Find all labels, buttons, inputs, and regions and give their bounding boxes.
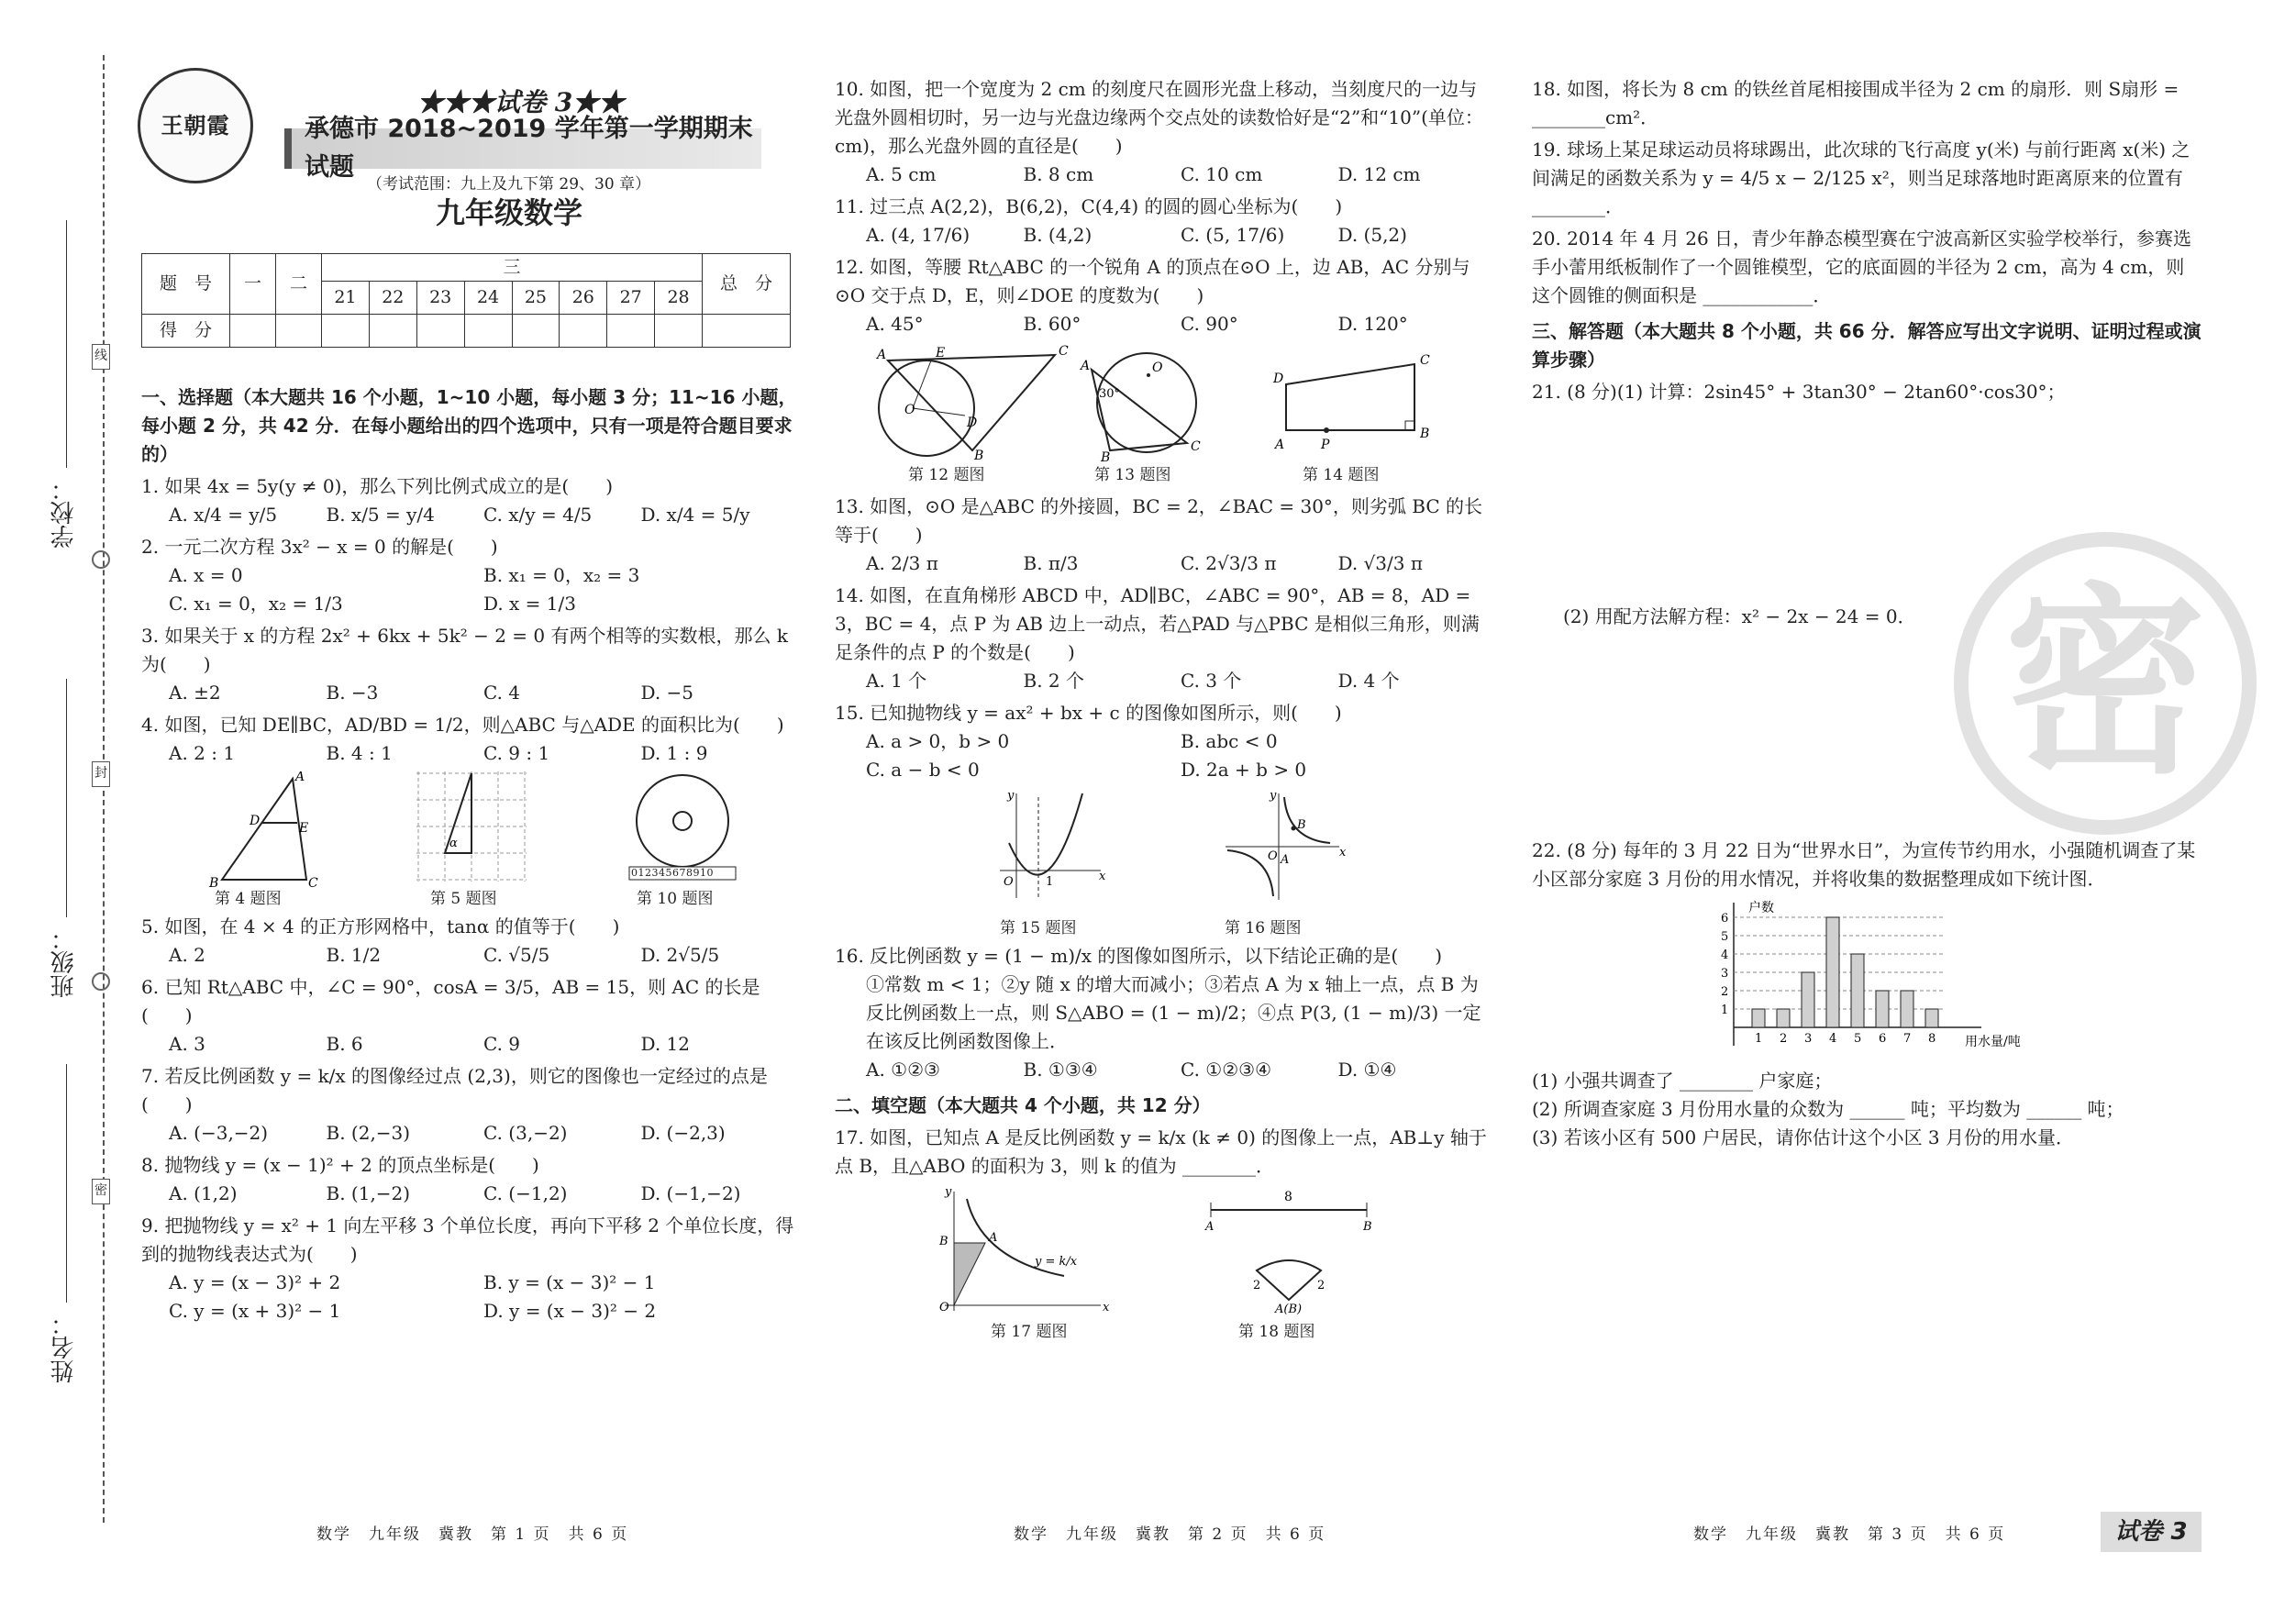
col-part-2: 二 — [276, 254, 322, 315]
question-22-part2: (2) 所调查家庭 3 月份用水量的众数为 ______ 吨；平均数为 ______ 吨； — [1532, 1098, 2124, 1120]
figure-caption: 第 4 题图 — [215, 890, 282, 908]
q-number: 27 — [607, 282, 655, 315]
y-tick-label: 1 — [1721, 1004, 1729, 1017]
page-footer: 数学 九年级 冀教 第 3 页 共 6 页 — [1693, 1525, 2006, 1544]
bar — [1826, 917, 1839, 1027]
option[interactable]: C. 4 — [483, 682, 521, 704]
question-22-part1: (1) 小强共调查了 ________ 户家庭； — [1532, 1070, 1833, 1092]
options-10 — [835, 161, 1495, 189]
question-22: 22. (8 分) 每年的 3 月 22 日为“世界水日”，为宣传节约用水，小强随机调查了某小区部分家庭 3 月份的用水情况，并将收集的数据整理成如下统计图． — [1532, 839, 2196, 890]
svg-text:O: O — [939, 1301, 949, 1314]
option[interactable]: C. (3,−2) — [483, 1122, 568, 1144]
option[interactable]: A. x = 0 — [169, 564, 243, 586]
binding-margin — [0, 0, 128, 1597]
question-4: 4. 如图，已知 DE∥BC，AD/BD = 1/2，则△ABC 与△ADE 的面积比为( ) — [141, 714, 784, 736]
svg-text:O: O — [1152, 360, 1163, 375]
subject-title: 九年级数学 — [436, 195, 583, 230]
option[interactable]: A. 5 cm — [866, 163, 937, 185]
figure-row-15-16 — [835, 788, 1495, 938]
svg-text:x: x — [1103, 1301, 1110, 1314]
option[interactable]: C. x₁ = 0，x₂ = 1/3 — [169, 593, 343, 615]
option[interactable]: B. 4 : 1 — [326, 742, 393, 764]
x-tick-label: 5 — [1854, 1032, 1862, 1046]
section-heading: 二、填空题（本大题共 4 个小题，共 12 分） — [835, 1094, 1211, 1116]
svg-text:D: D — [1273, 372, 1284, 386]
option[interactable]: D. 2√5/5 — [640, 944, 720, 966]
option[interactable]: B. 1/2 — [326, 944, 382, 966]
y-tick-label: 3 — [1721, 967, 1729, 981]
question-6: 6. 已知 Rt△ABC 中，∠C = 90°，cosA = 3/5，AB = 15，则 AC 的长是( ) — [141, 976, 760, 1026]
option[interactable]: B. (4,2) — [1023, 224, 1093, 246]
option[interactable]: A. a > 0，b > 0 — [866, 730, 1010, 752]
option[interactable]: A. 1 个 — [866, 670, 927, 692]
question-5: 5. 如图，在 4 × 4 的正方形网格中，tanα 的值等于( ) — [141, 915, 620, 937]
figure-18 — [1192, 1186, 1385, 1314]
x-tick-label: 4 — [1829, 1032, 1837, 1046]
x-tick-label: 2 — [1780, 1032, 1788, 1046]
svg-text:B: B — [939, 1235, 948, 1248]
svg-text:O: O — [1268, 849, 1278, 863]
q-number: 25 — [512, 282, 560, 315]
option[interactable]: A. 2/3 π — [866, 552, 938, 574]
options-11 — [835, 221, 1495, 250]
q-number: 28 — [655, 282, 703, 315]
svg-text:C: C — [1059, 344, 1069, 359]
svg-text:y = k/x: y = k/x — [1035, 1255, 1078, 1269]
svg-text:C: C — [1420, 353, 1430, 368]
score-cell[interactable] — [512, 315, 560, 348]
figure-caption: 第 15 题图 — [1000, 919, 1077, 937]
option[interactable]: C. 9 — [483, 1033, 521, 1055]
option[interactable]: D. √3/3 π — [1337, 552, 1423, 574]
question-7: 7. 若反比例函数 y = k/x 的图像经过点 (2,3)，则它的图像也一定经过的点是( ) — [141, 1065, 768, 1115]
options-16 — [835, 1056, 1495, 1084]
bar — [1876, 991, 1889, 1027]
x-tick-label: 1 — [1755, 1032, 1763, 1046]
column-1 — [138, 55, 798, 1587]
paper-badge — [2101, 1512, 2202, 1552]
option[interactable]: C. √5/5 — [483, 944, 550, 966]
paper-badge-text: 试卷 3 — [2114, 1517, 2188, 1546]
figure-caption: 第 12 题图 — [908, 466, 985, 484]
svg-text:A: A — [989, 1231, 998, 1245]
option[interactable]: D. 2a + b > 0 — [1181, 759, 1307, 781]
option[interactable]: C. (5, 17/6) — [1181, 224, 1285, 246]
svg-text:A: A — [1275, 438, 1285, 452]
options-8 — [141, 1180, 798, 1208]
svg-text:O: O — [904, 403, 915, 417]
option[interactable]: B. x₁ = 0，x₂ = 3 — [483, 564, 640, 586]
seal-mark-line: 线 — [92, 344, 110, 370]
score-cell[interactable] — [464, 315, 512, 348]
series-text: 试卷 3 — [494, 87, 573, 117]
hole-icon — [92, 972, 110, 991]
page-title: 承德市 2018~2019 学年第一学期期末试题 — [305, 115, 753, 182]
option[interactable]: B. π/3 — [1023, 552, 1079, 574]
option[interactable]: D. ①④ — [1337, 1059, 1397, 1081]
svg-text:8: 8 — [1284, 1190, 1292, 1204]
seal-mark-seal: 封 — [92, 761, 110, 787]
figure-caption: 第 10 题图 — [637, 890, 714, 908]
question-13: 13. 如图，⊙O 是△ABC 的外接圆，BC = 2，∠BAC = 30°，则劣弧 BC 的长等于( ) — [835, 495, 1483, 546]
option[interactable]: A. 2 — [169, 944, 205, 966]
option[interactable]: A. (1,2) — [169, 1182, 238, 1204]
svg-text:A: A — [1205, 1220, 1215, 1234]
school-blank — [66, 220, 67, 468]
option[interactable]: D. 1 : 9 — [640, 742, 708, 764]
option[interactable]: D. −5 — [640, 682, 694, 704]
figure-caption: 第 18 题图 — [1238, 1323, 1315, 1341]
options-3 — [141, 679, 798, 707]
options-6 — [141, 1030, 798, 1059]
question-17: 17. 如图，已知点 A 是反比例函数 y = k/x (k ≠ 0) 的图像上一点，AB⊥y 轴于点 B，且△ABO 的面积为 3，则 k 的值为 ________． — [835, 1126, 1487, 1177]
option[interactable]: C. 9 : 1 — [483, 742, 550, 764]
figure-17 — [926, 1186, 1110, 1314]
svg-text:D: D — [250, 814, 261, 828]
svg-text:B: B — [1420, 427, 1430, 441]
hole-icon — [92, 550, 110, 569]
bar — [1925, 1009, 1938, 1027]
options-9 — [141, 1269, 798, 1325]
q-number: 24 — [464, 282, 512, 315]
option[interactable]: D. (−1,−2) — [640, 1182, 741, 1204]
question-9: 9. 把抛物线 y = x² + 1 向左平移 3 个单位长度，再向下平移 2 个单位长度，得到的抛物线表达式为( ) — [141, 1214, 794, 1265]
svg-text:y: y — [1270, 789, 1277, 803]
option[interactable]: D. 12 cm — [1337, 163, 1421, 185]
option[interactable]: C. a − b < 0 — [866, 759, 980, 781]
svg-text:B: B — [974, 449, 984, 463]
option[interactable]: B. ①③④ — [1023, 1059, 1098, 1081]
figure-caption: 第 16 题图 — [1225, 919, 1302, 937]
question-22-part3: (3) 若该小区有 500 户居民，请你估计这个小区 3 月份的用水量． — [1532, 1126, 2075, 1148]
seal-mark-secret: 密 — [92, 1179, 110, 1204]
option[interactable]: D. 12 — [640, 1033, 690, 1055]
option[interactable]: C. 2√3/3 π — [1181, 552, 1277, 574]
figure-15-parabola — [991, 788, 1110, 907]
q-number: 22 — [369, 282, 416, 315]
figure-row-4-5-10 — [141, 771, 798, 909]
score-cell[interactable] — [703, 315, 791, 348]
options-7 — [141, 1119, 798, 1148]
col-part-1: 一 — [230, 254, 276, 315]
option[interactable]: B. (1,−2) — [326, 1182, 411, 1204]
svg-text:A: A — [1081, 359, 1091, 373]
figure-14 — [1266, 342, 1440, 463]
options-4 — [141, 739, 798, 768]
question-18: 18. 如图，将长为 8 cm 的铁丝首尾相接围成半径为 2 cm 的扇形．则 S扇形 = ________cm²． — [1532, 78, 2180, 128]
section-heading: 一、选择题（本大题共 16 个小题，1~10 小题，每小题 3 分；11~16 小题，每小题 2 分，共 42 分．在每小题给出的四个选项中，只有一项是符合题目要求的） — [141, 386, 797, 465]
score-cell[interactable] — [607, 315, 655, 348]
y-axis-label: 户数 — [1748, 901, 1774, 915]
section-heading: 三、解答题（本大题共 8 个小题，共 66 分．解答应写出文字说明、证明过程或演算步骤） — [1532, 320, 2202, 371]
svg-text:B: B — [209, 876, 219, 889]
y-tick-label: 2 — [1721, 985, 1729, 999]
confidential-stamp — [1954, 532, 2257, 835]
option[interactable]: B. 8 cm — [1023, 163, 1094, 185]
page-footer: 数学 九年级 冀教 第 2 页 共 6 页 — [1014, 1525, 1326, 1544]
bar — [1851, 954, 1864, 1027]
option[interactable]: B. 6 — [326, 1033, 363, 1055]
svg-text:A: A — [877, 348, 887, 362]
question-21-part1: 21. (8 分)(1) 计算：2sin45° + 3tan30° − 2tan60°·cos30°； — [1532, 381, 2066, 403]
svg-text:30°: 30° — [1099, 387, 1121, 401]
x-tick-label: 8 — [1928, 1032, 1936, 1046]
figure-12 — [871, 342, 1073, 463]
question-15: 15. 已知抛物线 y = ax² + bx + c 的图像如图所示，则( ) — [835, 702, 1342, 724]
brand-logo-text: 王朝霞 — [161, 112, 230, 139]
question-20: 20. 2014 年 4 月 26 日，青少年静态模型赛在宁波高新区实验学校举行，参赛选手小蕾用纸板制作了一个圆锥模型，它的底面圆的半径为 2 cm，高为 4 cm，则这个圆锥的侧面积是 ____________． — [1532, 227, 2192, 306]
svg-text:2: 2 — [1317, 1279, 1325, 1292]
options-5 — [141, 941, 798, 970]
question-3: 3. 如果关于 x 的方程 2x² + 6kx + 5k² − 2 = 0 有两个相等的实数根，那么 k 为( ) — [141, 625, 788, 675]
y-tick-label: 6 — [1721, 912, 1729, 926]
option[interactable]: C. ①②③④ — [1181, 1059, 1272, 1081]
svg-text:α: α — [449, 837, 458, 850]
options-13 — [835, 549, 1495, 578]
score-cell[interactable] — [276, 315, 322, 348]
option[interactable]: A. (4, 17/6) — [866, 224, 971, 246]
figure-13 — [1073, 342, 1211, 463]
question-1: 1. 如果 4x = 5y(y ≠ 0)，那么下列比例式成立的是( ) — [141, 475, 614, 497]
option[interactable]: B. abc < 0 — [1181, 730, 1278, 752]
option[interactable]: B. 60° — [1023, 313, 1081, 335]
svg-text:A(B): A(B) — [1275, 1303, 1303, 1314]
svg-text:B: B — [1363, 1220, 1372, 1234]
svg-text:C: C — [308, 876, 318, 889]
option[interactable]: A. 45° — [866, 313, 924, 335]
option[interactable]: D. x/4 = 5/y — [640, 504, 750, 526]
figure-caption: 第 17 题图 — [991, 1323, 1068, 1341]
svg-text:A: A — [1281, 853, 1290, 867]
stamp-text: 密 — [2003, 566, 2206, 801]
svg-text:1: 1 — [1046, 875, 1054, 889]
y-tick-label: 5 — [1721, 930, 1729, 944]
svg-text:y: y — [945, 1186, 952, 1199]
option[interactable]: C. 3 个 — [1181, 670, 1242, 692]
option[interactable]: C. (−1,2) — [483, 1182, 568, 1204]
question-16: 16. 反比例函数 y = (1 − m)/x 的图像如图所示，以下结论正确的是( ) — [835, 945, 1443, 967]
option[interactable]: C. 10 cm — [1181, 163, 1263, 185]
option[interactable]: A. 2 : 1 — [169, 742, 236, 764]
col-part-3: 三 — [322, 254, 703, 282]
question-14: 14. 如图，在直角梯形 ABCD 中，AD∥BC，∠ABC = 90°，AB = 8，AD = 3，BC = 4，点 P 为 AB 边上一动点，若△PAD 与△PBC 是相似三角形，则满足条件的点 P 的个数是( ) — [835, 584, 1480, 663]
option[interactable]: B. (2,−3) — [326, 1122, 411, 1144]
option[interactable]: B. y = (x − 3)² − 1 — [483, 1271, 656, 1293]
title-bar — [284, 115, 761, 182]
svg-text:y: y — [1007, 789, 1015, 803]
svg-text:E: E — [936, 346, 946, 360]
figure-16-hyperbola — [1220, 788, 1348, 907]
option[interactable]: A. y = (x − 3)² + 2 — [169, 1271, 341, 1293]
svg-text:O: O — [1004, 875, 1014, 889]
q-number: 26 — [560, 282, 607, 315]
figure-5-grid — [416, 771, 527, 882]
option[interactable]: A. 3 — [169, 1033, 205, 1055]
class-label: 班级： — [50, 926, 78, 998]
name-blank — [66, 1064, 67, 1303]
question-11: 11. 过三点 A(2,2)，B(6,2)，C(4,4) 的圆的圆心坐标为( ) — [835, 195, 1343, 217]
x-tick-label: 6 — [1879, 1032, 1887, 1046]
exam-scope: （考试范围：九上及九下第 29、30 章） — [367, 175, 651, 194]
question-10: 10. 如图，把一个宽度为 2 cm 的刻度尺在圆形光盘上移动，当刻度尺的一边与光盘外圆相切时，另一边与光盘边缘两个交点处的读数恰好是“2”和“10”(单位：cm)，那么光盘外圆的直径是( ) — [835, 78, 1483, 157]
row-header-number: 题 号 — [142, 254, 230, 315]
y-tick-label: 4 — [1721, 948, 1729, 962]
school-label: 学校： — [50, 477, 78, 549]
option[interactable]: D. (5,2) — [1337, 224, 1407, 246]
option[interactable]: C. 90° — [1181, 313, 1238, 335]
q-number: 23 — [416, 282, 464, 315]
bar — [1752, 1009, 1765, 1027]
question-21-part2: (2) 用配方法解方程：x² − 2x − 24 = 0． — [1563, 605, 1916, 627]
score-cell[interactable] — [655, 315, 703, 348]
option[interactable]: A. ±2 — [169, 682, 221, 704]
figure-caption: 第 5 题图 — [430, 890, 497, 908]
svg-text:x: x — [1099, 870, 1106, 883]
binding-dashed-line — [103, 55, 105, 1523]
figure-4-triangle — [196, 771, 325, 889]
svg-text:D: D — [967, 416, 978, 430]
svg-text:B: B — [1101, 450, 1111, 463]
options-2 — [141, 561, 798, 618]
figure-row-17-18 — [835, 1186, 1495, 1342]
question-2: 2. 一元二次方程 3x² − x = 0 的解是( ) — [141, 536, 498, 558]
option[interactable]: C. y = (x + 3)² − 1 — [169, 1300, 341, 1322]
series-label: ★★★试卷 3★★ — [417, 87, 625, 117]
score-table — [141, 253, 791, 348]
questions-col1 — [141, 376, 798, 1325]
bar — [1802, 972, 1814, 1027]
x-tick-label: 3 — [1804, 1032, 1813, 1046]
options-15 — [835, 727, 1495, 784]
x-tick-label: 7 — [1903, 1032, 1912, 1046]
bar — [1901, 991, 1913, 1027]
page-footer: 数学 九年级 冀教 第 1 页 共 6 页 — [316, 1525, 629, 1544]
score-cell[interactable] — [560, 315, 607, 348]
column-2 — [835, 75, 1495, 1589]
name-label: 姓名： — [50, 1312, 78, 1383]
option[interactable]: A. (−3,−2) — [169, 1122, 269, 1144]
figure-row-12-13-14 — [835, 342, 1495, 489]
ruler-scale: 012345678910 — [631, 867, 714, 879]
option[interactable]: B. 2 个 — [1023, 670, 1084, 692]
option[interactable]: A. ①②③ — [866, 1059, 940, 1081]
class-blank — [66, 679, 67, 917]
option[interactable]: B. x/5 = y/4 — [326, 504, 435, 526]
option[interactable]: D. y = (x − 3)² − 2 — [483, 1300, 657, 1322]
q-number: 21 — [322, 282, 370, 315]
svg-text:x: x — [1339, 846, 1347, 859]
options-14 — [835, 667, 1495, 695]
row-header-score: 得 分 — [142, 315, 230, 348]
question-16-statements: ①常数 m < 1；②y 随 x 的增大而减小；③若点 A 为 x 轴上一点，点 B 为反比例函数上一点，则 S△ABO = (1 − m)/2；④点 P(3, (1 − m)/3) 一定在该反比例函数图像上． — [866, 973, 1481, 1052]
figure-caption: 第 14 题图 — [1303, 466, 1380, 484]
question-12: 12. 如图，等腰 Rt△ABC 的一个锐角 A 的顶点在⊙O 上，边 AB，AC 分别与⊙O 交于点 D，E，则∠DOE 的度数为( ) — [835, 256, 1470, 306]
svg-text:B: B — [1297, 818, 1306, 832]
brand-logo — [138, 68, 253, 183]
option[interactable]: D. 4 个 — [1337, 670, 1400, 692]
bar — [1777, 1009, 1790, 1027]
question-8: 8. 抛物线 y = (x − 1)² + 2 的顶点坐标是( ) — [141, 1154, 539, 1176]
question-19: 19. 球场上某足球运动员将球踢出，此次球的飞行高度 y(米) 与前行距离 x(米) 之间满足的函数关系为 y = 4/5 x − 2/125 x²，则当足球落地时距离原来的位置有 ________． — [1532, 139, 2191, 217]
x-axis-label: 用水量/吨 — [1965, 1035, 2021, 1049]
col-total: 总 分 — [703, 254, 791, 315]
options-12 — [835, 310, 1495, 338]
options-1 — [141, 501, 798, 529]
option[interactable]: A. x/4 = y/5 — [169, 504, 278, 526]
figure-caption: 第 13 题图 — [1094, 466, 1171, 484]
water-usage-chart — [1697, 899, 2082, 1055]
option[interactable]: D. (−2,3) — [640, 1122, 726, 1144]
option[interactable]: C. x/y = 4/5 — [483, 504, 593, 526]
svg-text:2: 2 — [1253, 1279, 1261, 1292]
svg-text:C: C — [1191, 439, 1201, 454]
score-cell[interactable] — [369, 315, 416, 348]
svg-text:P: P — [1321, 438, 1330, 452]
score-cell[interactable] — [230, 315, 276, 348]
option[interactable]: D. x = 1/3 — [483, 593, 576, 615]
option[interactable]: B. −3 — [326, 682, 379, 704]
option[interactable]: D. 120° — [1337, 313, 1408, 335]
svg-text:A: A — [295, 771, 305, 784]
svg-text:E: E — [299, 821, 309, 836]
score-cell[interactable] — [322, 315, 370, 348]
score-cell[interactable] — [416, 315, 464, 348]
